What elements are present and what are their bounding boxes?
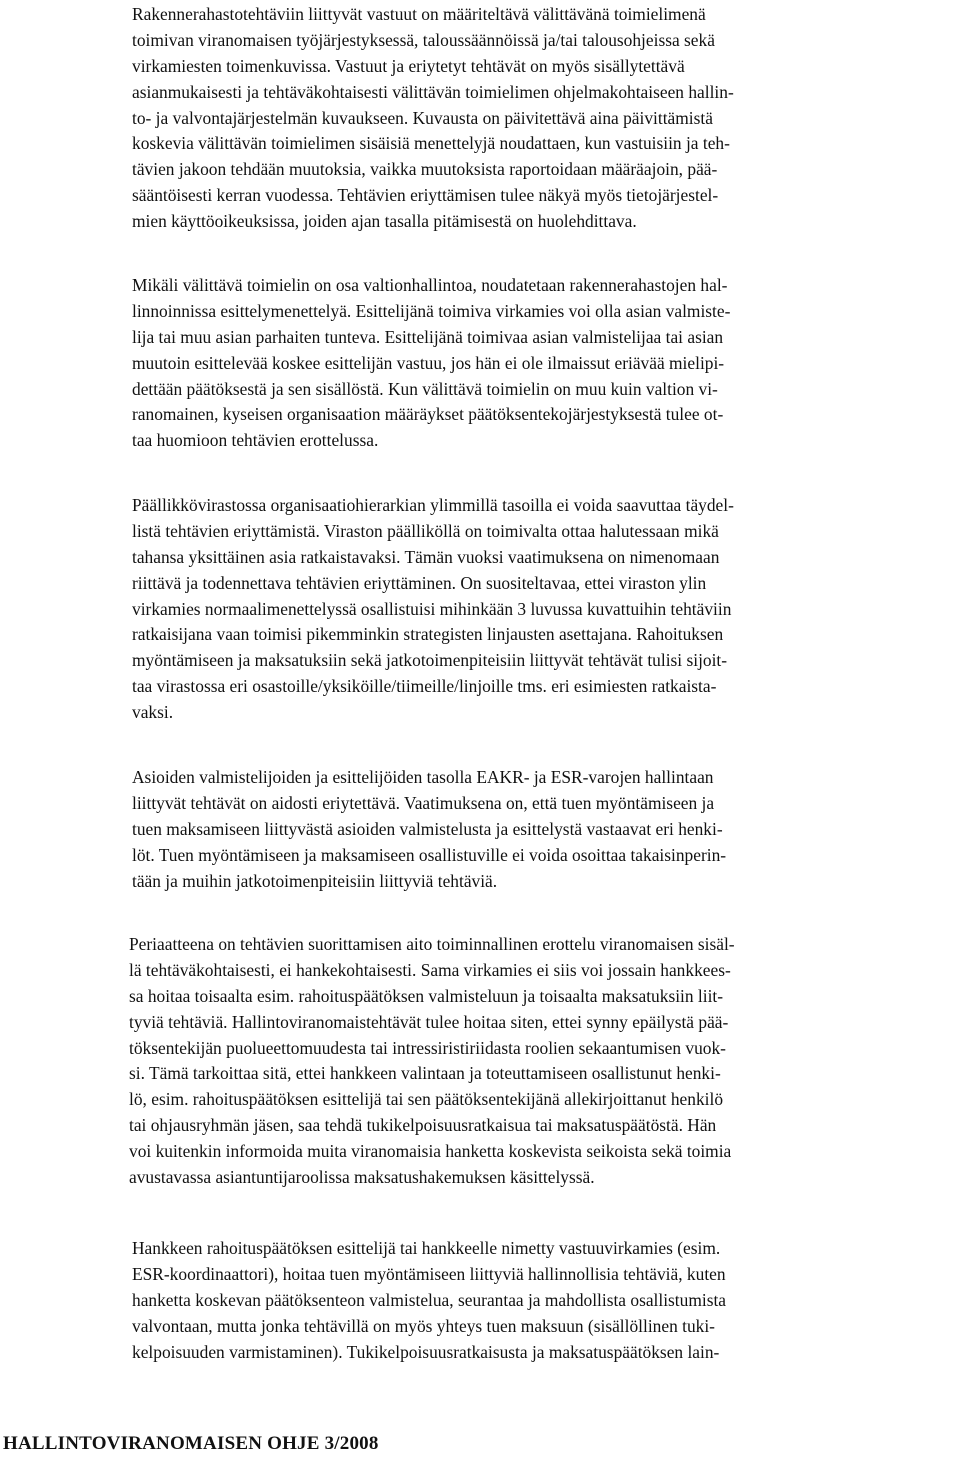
text-line: vaksi. — [132, 702, 174, 723]
text-line: lija tai muu asian parhaiten tunteva. Esittelijänä toimivaa asian valmistelijaa tai asian — [132, 326, 724, 347]
text-line: Rakennerahastotehtäviin liittyvät vastuut on määriteltävä välittävänä toimielimenä — [132, 4, 706, 24]
paragraph — [129, 932, 735, 1191]
text-line: dettään päätöksestä ja sen sisällöstä. Kun välittävä toimielin on muu kuin valtion vi- — [132, 378, 718, 399]
text-line: listä tehtävien eriyttämistä. Viraston päälliköllä on toimivalta ottaa halutessaan mikä — [132, 520, 719, 541]
text-line: lö, esim. rahoituspäätöksen esittelijä tai sen päätöksentekijänä allekirjoittanut henkilö — [129, 1089, 724, 1110]
text-line: töksentekijän puolueettomuudesta tai intressiristiriidasta roolien sekaantumisen vuok- — [129, 1037, 726, 1058]
text-line: muutoin esittelevää koskee esittelijän vastuu, jos hän ei ole ilmaissut eriävää mielipi- — [132, 352, 725, 373]
text-line: koskevia välittävän toimielimen sisäisiä menettelyjä noudattaen, kun vastuisiin ja teh- — [132, 133, 730, 154]
text-line: si. Tämä tarkoittaa sitä, ettei hankkeen valintaan ja toteuttamiseen osallistunut henki- — [129, 1063, 721, 1084]
text-line: ratkaisijana vaan toimisi pikemminkin strategisten linjausten asettajana. Rahoituksen — [132, 624, 724, 645]
text-line: ESR-koordinaattori), hoitaa tuen myöntämiseen liittyviä hallinnollisia tehtäviä, kuten — [132, 1263, 726, 1284]
paragraph — [132, 765, 726, 894]
paragraph — [132, 2, 734, 235]
page-footer: HALLINTOVIRANOMAISEN OHJE 3/2008 — [3, 1433, 379, 1454]
text-line: avustavassa asiantuntijaroolissa maksatushakemuksen käsittelyssä. — [129, 1167, 595, 1188]
text-line: myöntämiseen ja maksatuksiin sekä jatkotoimenpiteisiin liittyvät tehtävät tulisi sijoit- — [132, 650, 728, 671]
text-line: asianmukaisesti ja tehtäväkohtaisesti välittävän toimielimen ohjelmakohtaiseen hallin- — [132, 81, 734, 102]
paragraph — [132, 493, 734, 726]
text-line: löt. Tuen myöntämiseen ja maksamiseen osallistuville ei voida osoittaa takaisinperin- — [132, 844, 727, 865]
text-line: tävien jakoon tehdään muutoksia, vaikka muutoksista raportoidaan määräajoin, pää- — [132, 159, 718, 180]
text-line: valvontaan, mutta jonka tehtävillä on myös yhteys tuen maksuun (sisällöllinen tuki- — [132, 1315, 715, 1336]
text-line: to- ja valvontajärjestelmän kuvaukseen. Kuvausta on päivitettävä aina päivittämistä — [132, 107, 713, 128]
text-line: riittävä ja todennettava tehtävien eriyttäminen. On suositeltavaa, ettei viraston ylin — [132, 572, 707, 593]
text-line: tahansa yksittäinen asia ratkaistavaksi. Tämän vuoksi vaatimuksena on nimenomaan — [132, 546, 720, 567]
text-line: taa virastossa eri osastoille/yksiköille/tiimeille/linjoille tms. eri esimiesten ratkaista- — [132, 676, 717, 697]
text-line: Päällikkövirastossa organisaatiohierarkian ylimmillä tasoilla ei voida saavuttaa täydel- — [132, 495, 734, 515]
text-line: Mikäli välittävä toimielin on osa valtionhallintoa, noudatetaan rakennerahastojen hal- — [132, 275, 728, 295]
text-line: taa huomioon tehtävien erottelussa. — [132, 430, 379, 451]
text-line: virkamies normaalimenettelyssä osallistuisi mihinkään 3 luvussa kuvattuihin tehtäviin — [132, 598, 732, 619]
text-line: tuen maksamiseen liittyvästä asioiden valmistelusta ja esittelystä vastaavat eri henki- — [132, 818, 723, 839]
text-line: linnoinnissa esittelymenettelyä. Esittelijänä toimiva virkamies voi olla asian valmiste- — [132, 300, 731, 321]
text-line: sa hoitaa toisaalta esim. rahoituspäätöksen valmisteluun ja toisaalta maksatuksiin liit- — [129, 985, 724, 1006]
text-line: Asioiden valmistelijoiden ja esittelijöiden tasolla EAKR- ja ESR-varojen hallintaan — [132, 767, 714, 787]
paragraph — [132, 273, 730, 454]
text-line: liittyvät tehtävät on aidosti eriytettävä. Vaatimuksena on, että tuen myöntämiseen ja — [132, 792, 715, 813]
text-line: ranomainen, kyseisen organisaation määräykset päätöksentekojärjestyksestä tulee ot- — [132, 404, 724, 425]
text-line: toimivan viranomaisen työjärjestyksessä, taloussäännöissä ja/tai talousohjeissa sekä — [132, 29, 715, 50]
text-line: Periaatteena on tehtävien suorittamisen aito toiminnallinen erottelu viranomaisen sisäl- — [129, 934, 735, 954]
text-line: kelpoisuuden varmistaminen). Tukikelpoisuusratkaisusta ja maksatuspäätöksen lain- — [132, 1341, 720, 1362]
text-line: Hankkeen rahoituspäätöksen esittelijä tai hankkeelle nimetty vastuuvirkamies (esim. — [132, 1238, 721, 1258]
text-line: hanketta koskevan päätöksenteon valmistelua, seurantaa ja mahdollista osallistumista — [132, 1289, 727, 1310]
text-line: tään ja muihin jatkotoimenpiteisiin liittyviä tehtäviä. — [132, 870, 498, 891]
text-line: virkamiesten toimenkuvissa. Vastuut ja eriytetyt tehtävät on myös sisällytettävä — [132, 55, 685, 76]
paragraph — [132, 1236, 726, 1365]
text-line: tyviä tehtäviä. Hallintoviranomaistehtävät tulee hoitaa siten, ettei synny epäilystä pää- — [129, 1011, 729, 1032]
text-line: mien käyttöoikeuksissa, joiden ajan tasalla pitämisestä on huolehdittava. — [132, 211, 637, 232]
text-line: tai ohjausryhmän jäsen, saa tehdä tukikelpoisuusratkaisua tai maksatuspäätöstä. Hän — [129, 1115, 717, 1136]
text-line: sääntöisesti kerran vuodessa. Tehtävien eriyttämisen tulee näkyä myös tietojärjestel- — [132, 185, 719, 206]
text-line: voi kuitenkin informoida muita viranomaisia hanketta koskevista seikoista sekä toimia — [129, 1141, 732, 1162]
text-line: lä tehtäväkohtaisesti, ei hankekohtaisesti. Sama virkamies ei siis voi jossain hankkees- — [129, 959, 731, 980]
